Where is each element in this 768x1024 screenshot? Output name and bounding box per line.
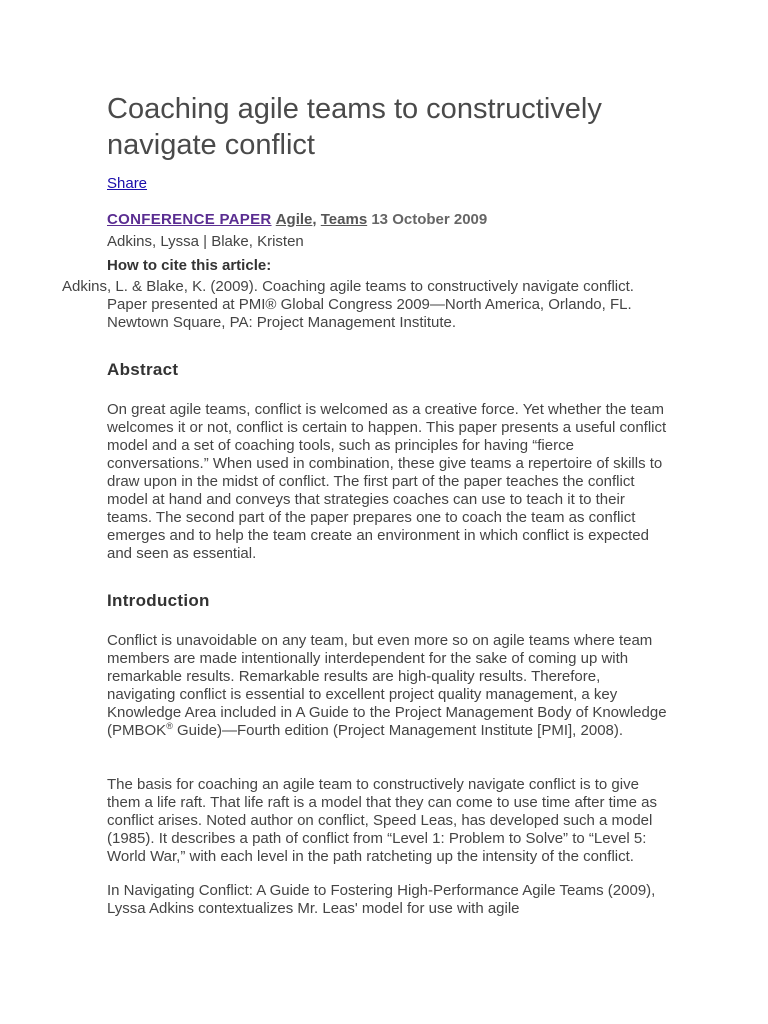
publication-date: 13 October 2009 [371,211,488,228]
topic-link-teams[interactable]: Teams [320,211,368,228]
topic-link-agile[interactable]: Agile [275,211,313,228]
introduction-paragraph-2: The basis for coaching an agile team to constructively navigate conflict is to give them a life raft. That life raft is a model that they can come to use time after time as conflict arises. Noted author on conflict, Speed Leas, has developed such a model (1985). It describes a path of conflict from “Level 1: Problem to Solve” to “Level 5: World War,” with each level in the path ratcheting up the intensity of the conflict. [107,776,657,865]
intro-p1-text: Conflict is unavoidable on any team, but even more so on agile teams where team members are made intentionally interdependent for the sake of coming up with remarkable results. Remarkable results are high-quality results. Therefore, navigating conflict is essential to excellent project quality management, a key Knowledge Area included in A Guide to the Project Management Body of Knowledge (PMBOK [107,632,667,739]
topic-separator: , [312,211,317,228]
abstract-heading: Abstract [107,360,179,379]
citation-line-2: Paper presented at PMI® Global Congress 2009—North America, Orlando, FL. [107,296,632,313]
content-type-link[interactable]: CONFERENCE PAPER [107,211,272,228]
abstract-text: On great agile teams, conflict is welcomed as a creative force. Yet whether the team welcomes it or not, conflict is certain to happen. This paper presents a useful conflict model and a set of coaching tools, such as principles for having “fierce conversations.” When used in combination, these give teams a repertoire of skills to draw upon in the midst of conflict. The first part of the paper teaches the conflict model at hand and conveys that strategies coaches can use to teach it to their teams. The second part of the paper prepares one to coach the team as conflict emerges and to help the team create an environment in which conflict is expected and seen as essential. [107,401,667,562]
citation-line-1: Adkins, L. & Blake, K. (2009). Coaching agile teams to constructively navigate conflict. [62,278,634,295]
article-meta [107,211,667,229]
citation-line-3: Newtown Square, PA: Project Management Institute. [107,314,457,331]
introduction-paragraph-1 [107,632,667,740]
cite-heading: How to cite this article: [107,257,272,274]
article-title: Coaching agile teams to constructively navigate conflict [107,93,602,161]
introduction-paragraph-3: In Navigating Conflict: A Guide to Fostering High-Performance Agile Teams (2009), Lyssa Adkins contextualizes Mr. Leas' model for use with agile [107,882,656,917]
registered-mark: ® [166,721,173,731]
introduction-heading: Introduction [107,591,210,610]
author-list: Adkins, Lyssa | Blake, Kristen [107,233,304,250]
share-link[interactable]: Share [107,175,148,192]
intro-p1-text-end: Guide)—Fourth edition (Project Management Institute [PMI], 2008). [172,722,624,739]
